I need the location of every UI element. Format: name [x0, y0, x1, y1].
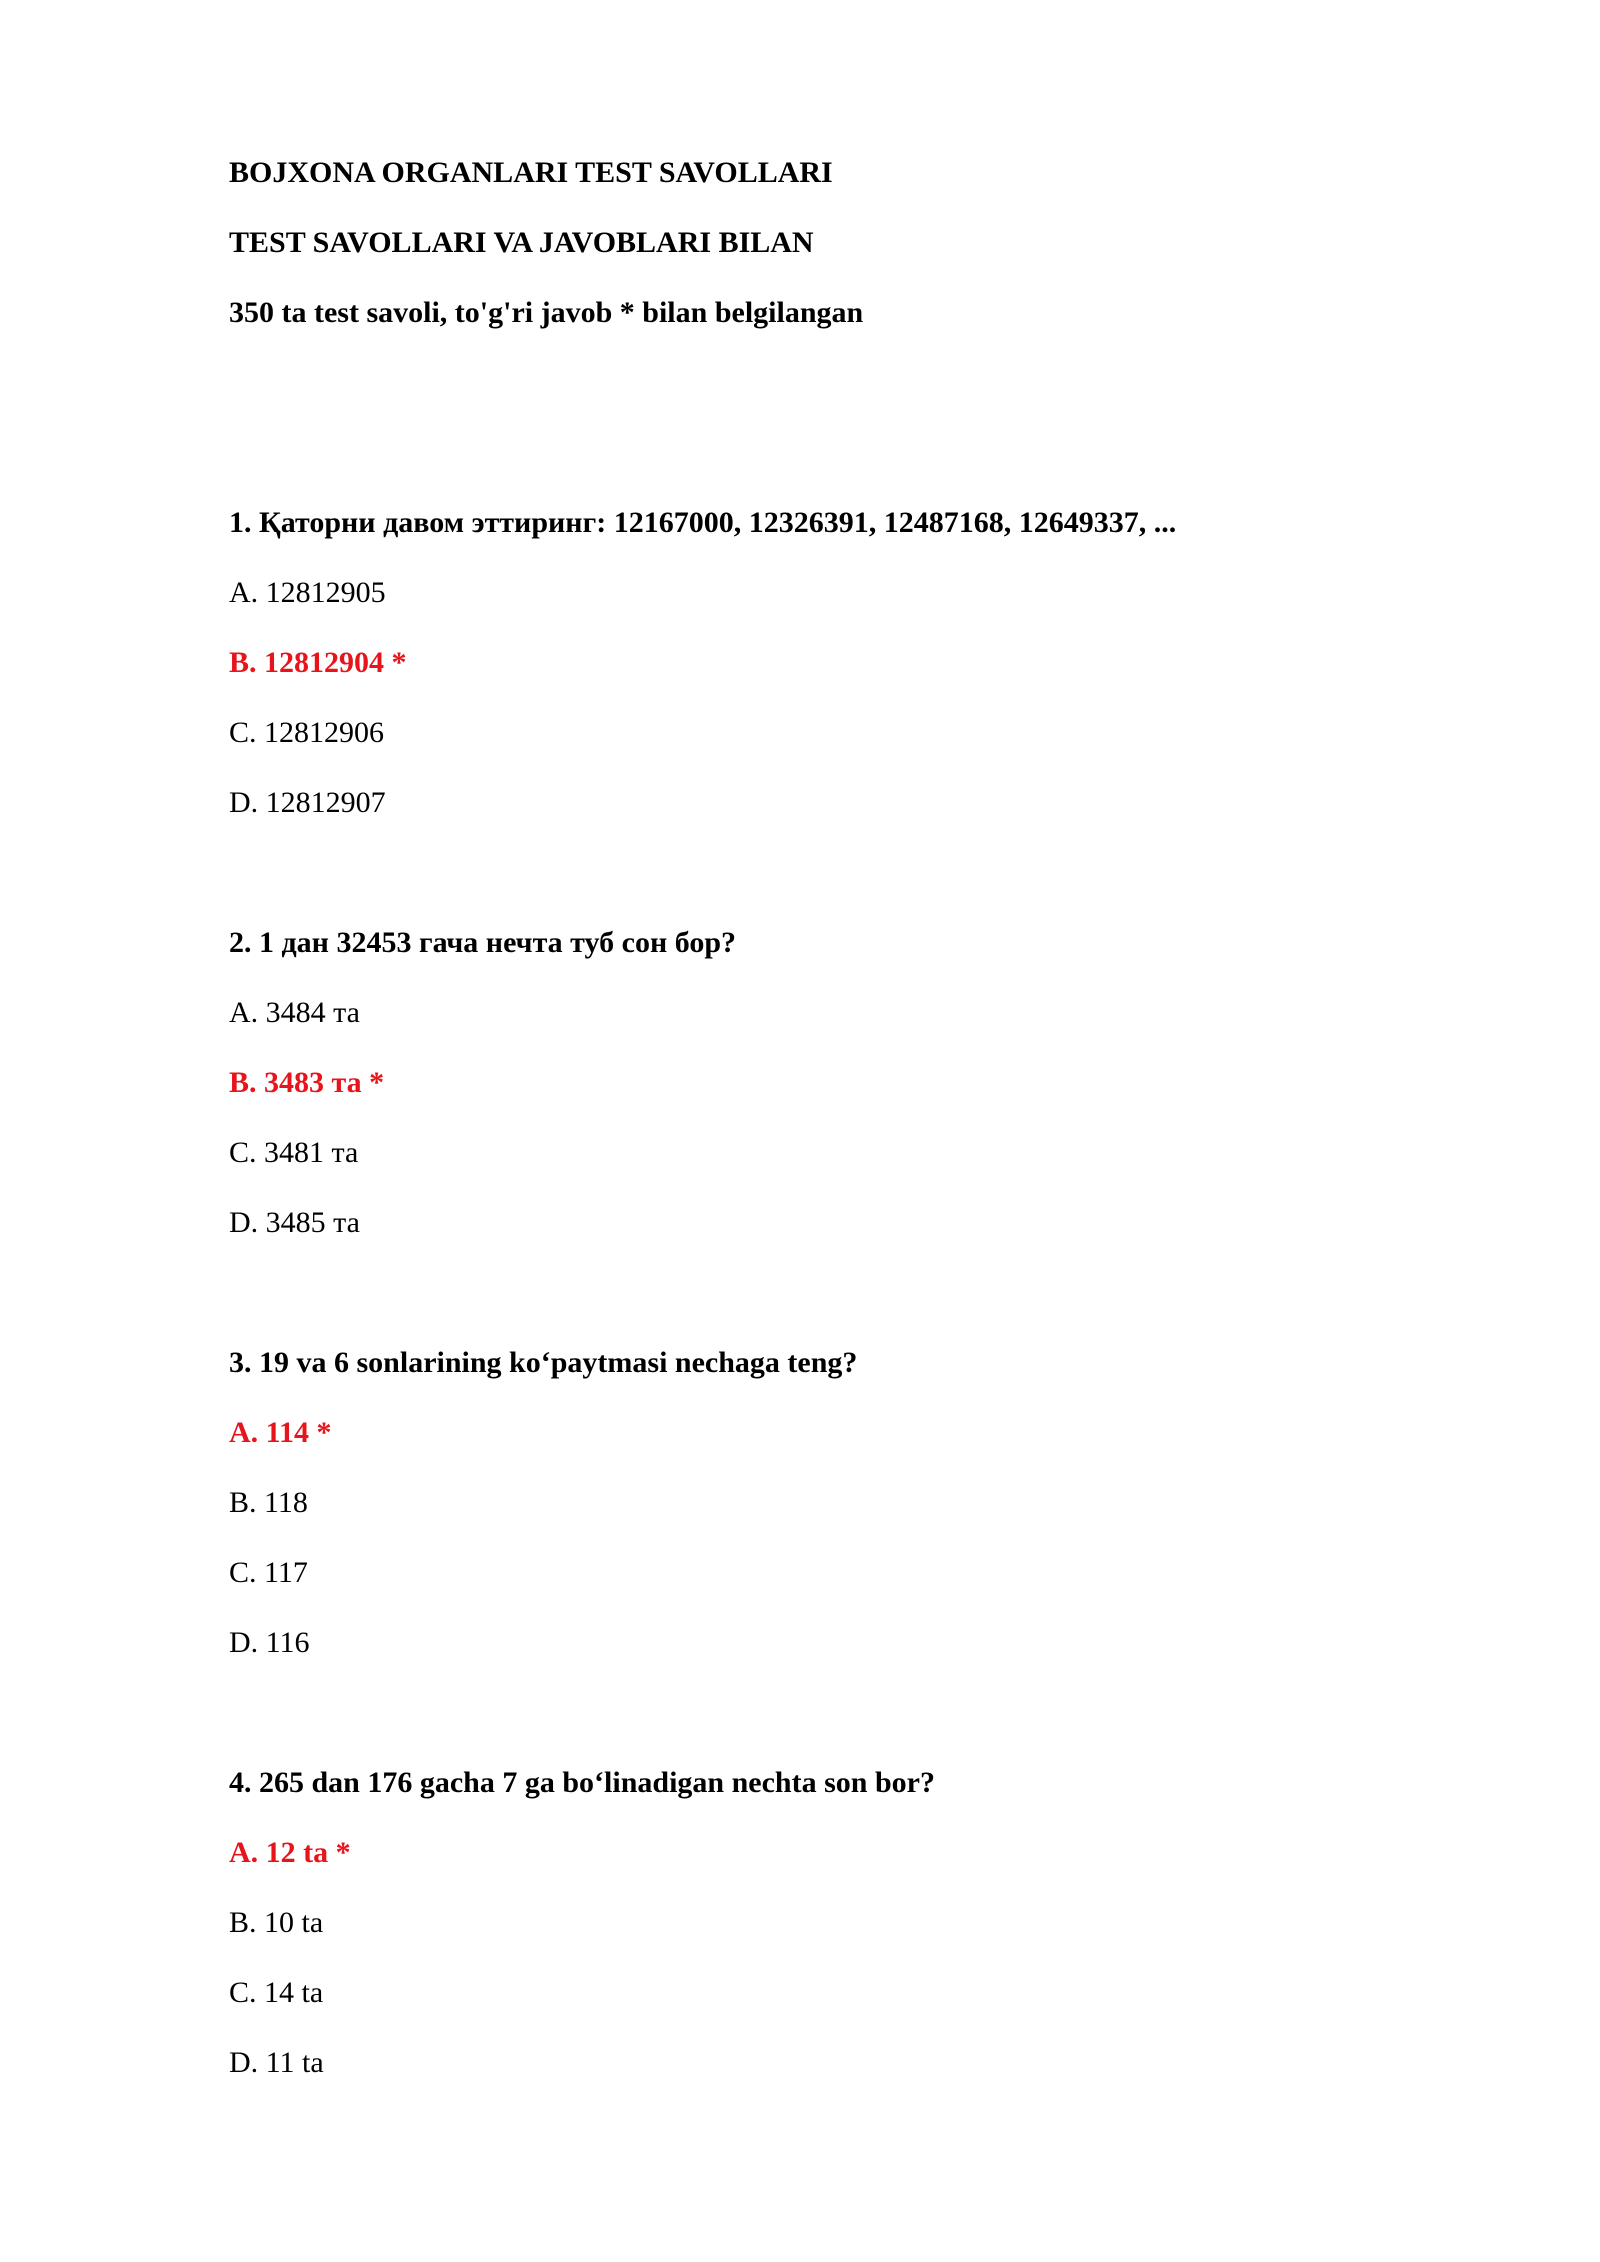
- question-text: 2. 1 дан 32453 гача нечта туб сон бор?: [229, 926, 737, 959]
- option-b-correct: B. 3483 та *: [229, 1066, 385, 1099]
- document-note: 350 ta test savoli, to'g'ri javob * bilan belgilangan: [229, 296, 864, 329]
- question-text: 4. 265 dan 176 gacha 7 ga bo‘linadigan nechta son bor?: [229, 1766, 935, 1799]
- option-d: D. 3485 та: [229, 1206, 360, 1239]
- option-b: B. 10 ta: [229, 1906, 324, 1939]
- question-text: 1. Қаторни давом эттиринг: 12167000, 12326391, 12487168, 12649337, ...: [229, 506, 1177, 539]
- option-b: B. 118: [229, 1486, 308, 1519]
- document-title: BOJXONA ORGANLARI TEST SAVOLLARI: [229, 156, 833, 189]
- option-c: C. 117: [229, 1556, 308, 1589]
- option-b-correct: B. 12812904 *: [229, 646, 407, 679]
- option-a-correct: A. 114 *: [229, 1416, 332, 1449]
- option-a: A. 3484 та: [229, 996, 360, 1029]
- question-text: 3. 19 va 6 sonlarining ko‘paytmasi nechaga teng?: [229, 1346, 858, 1379]
- option-d: D. 116: [229, 1626, 310, 1659]
- option-d: D. 12812907: [229, 786, 386, 819]
- option-c: C. 12812906: [229, 716, 385, 749]
- option-a-correct: A. 12 ta *: [229, 1836, 351, 1869]
- option-c: C. 3481 та: [229, 1136, 359, 1169]
- option-a: A. 12812905: [229, 576, 386, 609]
- option-c: C. 14 ta: [229, 1976, 324, 2009]
- document-subtitle: TEST SAVOLLARI VA JAVOBLARI BILAN: [229, 226, 814, 259]
- option-d: D. 11 ta: [229, 2046, 324, 2079]
